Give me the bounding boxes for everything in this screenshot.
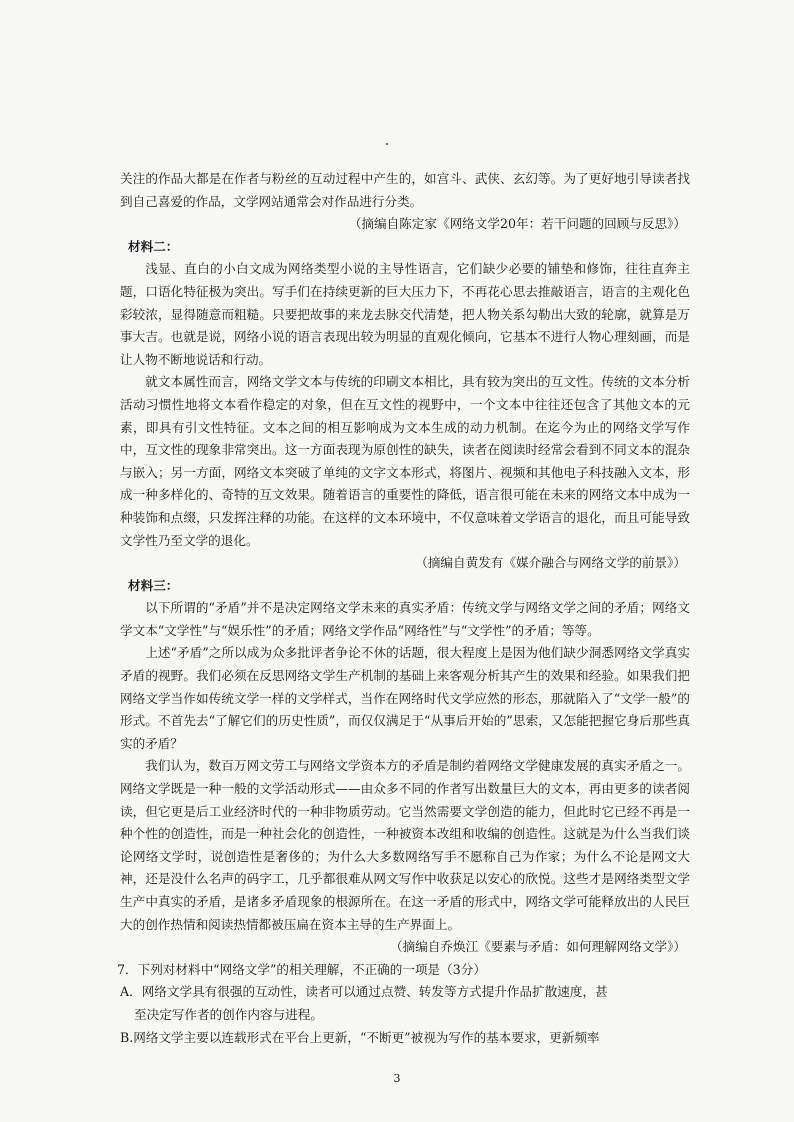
material-2-label: 材料二： [128,238,179,254]
material-3-paragraph-3: 我们认为，数百万网文劳工与网络文学资本方的矛盾是制约着网络文学健康发展的真实矛盾之一。网络文学既是一种一般的文学活动形式——由众多不同的作者写出数量巨大的文本，再由更多的读者阅读，但它更是后工业经济时代的一种非物质劳动。它当然需要文学创造的能力，但此时它已经不再是一种个性的创造性，而是一种社会化的创造性，一种被资本改组和收编的创造性。这就是为什么当我们谈论网络文学时，说创造性是奢侈的；为什么大多数网络写手不愿称自己为作家；为什么不论是网文大神，还是没什么名声的码字工，几乎都很难从网文写作中收获足以安心的欣悦。这些才是网络类型文学生产中真实的矛盾，是诸多矛盾现象的根源所在。在这一矛盾的形式中，网络文学可能释放出的人民巨大的创作热情和阅读热情都被压扁在资本主导的生产界面上。 [120,758,690,932]
paragraph-continued: 关注的作品大都是在作者与粉丝的互动过程中产生的，如宫斗、武侠、玄幻等。为了更好地引导读者找到自己喜爱的作品，文学网站通常会对作品进行分类。 [120,171,690,209]
source-citation-1: （摘编自陈定家《网络文学20年：若干问题的回顾与反思》） [348,216,686,232]
material-2-paragraph-1: 浅显、直白的小白文成为网络类型小说的主导性语言，它们缺少必要的铺垫和修饰，往往直奔主题，口语化特征极为突出。写手们在持续更新的巨大压力下，不再花心思去推敲语言，语言的主观化色彩较浓，显得随意而粗糙。只要把故事的来龙去脉交代清楚，把人物关系勾勒出大致的轮廓，就算是万事大吉。也就是说，网络小说的语言表现出较为明显的直观化倾向，它基本不进行人物心理刻画，而是让人物不断地说话和行动。 [120,261,690,367]
material-2-paragraph-2: 就文本属性而言，网络文学文本与传统的印刷文本相比，具有较为突出的互文性。传统的文本分析活动习惯性地将文本看作稳定的对象，但在互文性的视野中，一个文本中往往还包含了其他文本的元素，即具有引文性特征。文本之间的相互影响成为文本生成的动力机制。在迄今为止的网络文学写作中，互文性的现象非常突出。这一方面表现为原创性的缺失，读者在阅读时经常会看到不同文本的混杂与嵌入；另一方面，网络文本突破了单纯的文字文本形式，将图片、视频和其他电子科技融入文本，形成一种多样化的、奇特的互文效果。随着语言的重要性的降低，语言很可能在未来的网络文本中成为一种装饰和点缀，只发挥注释的功能。在这样的文本环境中，不仅意味着文学语言的退化，而且可能导致文学性乃至文学的退化。 [120,374,690,548]
material-3-label: 材料三： [128,577,179,593]
page-number: 3 [393,1072,401,1085]
page-content [117,168,690,1049]
question-7-stem: 7．下列对材料中“网络文学”的相关理解，不正确的一项是（3分） [117,961,486,977]
question-7-option-a-cont: 至决定写作者的创作内容与进程。 [134,1006,323,1022]
material-3-paragraph-1: 以下所谓的“矛盾”并不是决定网络文学未来的真实矛盾：传统文学与网络文学之间的矛盾；网络文学文本“文学性”与“娱乐性”的矛盾；网络文学作品“网络性”与“文学性”的矛盾；等等。 [120,600,690,638]
question-7-option-a: A．网络文学具有很强的互动性，读者可以通过点赞、转发等方式提升作品扩散速度，甚 [120,984,608,1000]
source-citation-3: （摘编自乔焕江《要素与矛盾：如何理解网络文学》） [390,939,686,955]
question-7-option-b: B.网络文学主要以连载形式在平台上更新，“不断更”被视为写作的基本要求，更新频率 [120,1029,600,1045]
source-citation-2: （摘编自黄发有《媒介融合与网络文学的前景》） [415,555,686,571]
material-3-paragraph-2: 上述“矛盾”之所以成为众多批评者争论不休的话题，很大程度上是因为他们缺少洞悉网络文学真实矛盾的视野。我们必须在反思网络文学生产机制的基础上来客观分析其产生的效果和经验。如果我们把网络文学当作如传统文学一样的文学样式，当作在网络时代文学应然的形态，那就陷入了“文学一般”的形式。不首先去“了解它们的历史性质”，而仅仅满足于“从事后开始的”思索，又怎能把握它身后那些真实的矛盾？ [120,645,690,751]
scan-speck [386,143,388,145]
